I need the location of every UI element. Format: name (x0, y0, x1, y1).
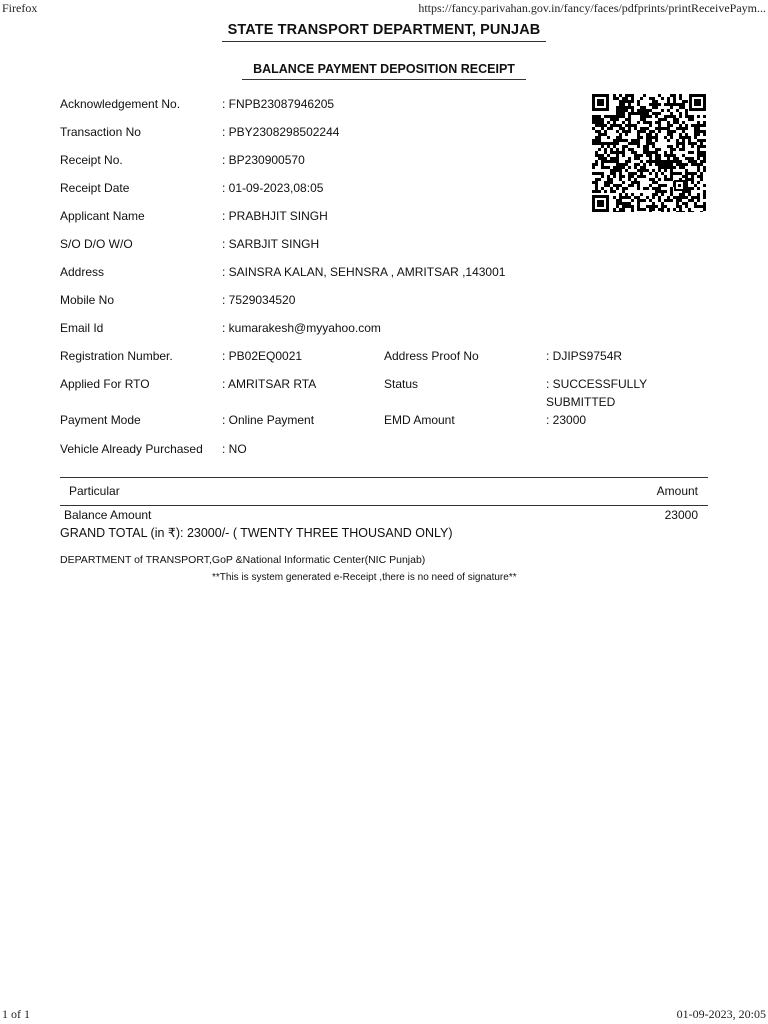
payment-mode-value: : Online Payment (222, 413, 315, 427)
relation-label: S/O D/O W/O (60, 237, 133, 251)
ack-value: : FNPB23087946205 (222, 97, 335, 111)
table-top-rule (60, 477, 708, 478)
status-value-line1: : SUCCESSFULLY (546, 377, 648, 391)
email-label: Email Id (60, 321, 104, 335)
qr-code-icon (592, 94, 706, 212)
receipt-date-label: Receipt Date (60, 181, 130, 195)
address-value: : SAINSRA KALAN, SEHNSRA , AMRITSAR ,143001 (222, 265, 506, 279)
receipt-no-label: Receipt No. (60, 153, 123, 167)
system-generated-note: **This is system generated e-Receipt ,there is no need of signature** (212, 572, 517, 583)
registration-label: Registration Number. (60, 349, 173, 363)
rto-label: Applied For RTO (60, 377, 150, 391)
receipt-no-value: : BP230900570 (222, 153, 305, 167)
emd-amount-label: EMD Amount (384, 413, 455, 427)
ack-label: Acknowledgement No. (60, 97, 181, 111)
receipt-title: BALANCE PAYMENT DEPOSITION RECEIPT (242, 62, 526, 80)
txn-label: Transaction No (60, 125, 141, 139)
txn-value: : PBY2308298502244 (222, 125, 340, 139)
print-footer-datetime: 01-09-2023, 20:05 (676, 1007, 766, 1021)
payment-mode-label: Payment Mode (60, 413, 141, 427)
department-footer: DEPARTMENT of TRANSPORT,GoP &National Informatic Center(NIC Punjab) (60, 554, 426, 566)
print-header-url: https://fancy.parivahan.gov.in/fancy/faces/pdfprints/printReceivePaym... (418, 1, 766, 15)
vehicle-purchased-label: Vehicle Already Purchased (60, 442, 203, 456)
table-header-amount: Amount (656, 484, 698, 498)
table-header-particular: Particular (69, 484, 120, 498)
print-footer-page: 1 of 1 (2, 1007, 30, 1021)
rto-value: : AMRITSAR RTA (222, 377, 317, 391)
address-proof-label: Address Proof No (384, 349, 479, 363)
address-label: Address (60, 265, 105, 279)
receipt-date-value: : 01-09-2023,08:05 (222, 181, 324, 195)
emd-amount-value: : 23000 (546, 413, 587, 427)
vehicle-purchased-value: : NO (222, 442, 247, 456)
address-proof-value: : DJIPS9754R (546, 349, 623, 363)
table-row-amount: 23000 (664, 508, 698, 522)
email-value: : kumarakesh@myyahoo.com (222, 321, 381, 335)
status-label: Status (384, 377, 419, 391)
table-row-particular: Balance Amount (64, 508, 152, 522)
grand-total: GRAND TOTAL (in ₹): 23000/- ( TWENTY THREE THOUSAND ONLY) (60, 526, 453, 540)
print-header-browser: Firefox (2, 1, 38, 15)
table-header-rule (60, 505, 708, 506)
registration-value: : PB02EQ0021 (222, 349, 303, 363)
applicant-name-label: Applicant Name (60, 209, 145, 223)
mobile-value: : 7529034520 (222, 293, 296, 307)
status-value-line2: SUBMITTED (546, 395, 616, 409)
applicant-name-value: : PRABHJIT SINGH (222, 209, 328, 223)
department-title: STATE TRANSPORT DEPARTMENT, PUNJAB (222, 22, 546, 42)
relation-value: : SARBJIT SINGH (222, 237, 320, 251)
mobile-label: Mobile No (60, 293, 115, 307)
